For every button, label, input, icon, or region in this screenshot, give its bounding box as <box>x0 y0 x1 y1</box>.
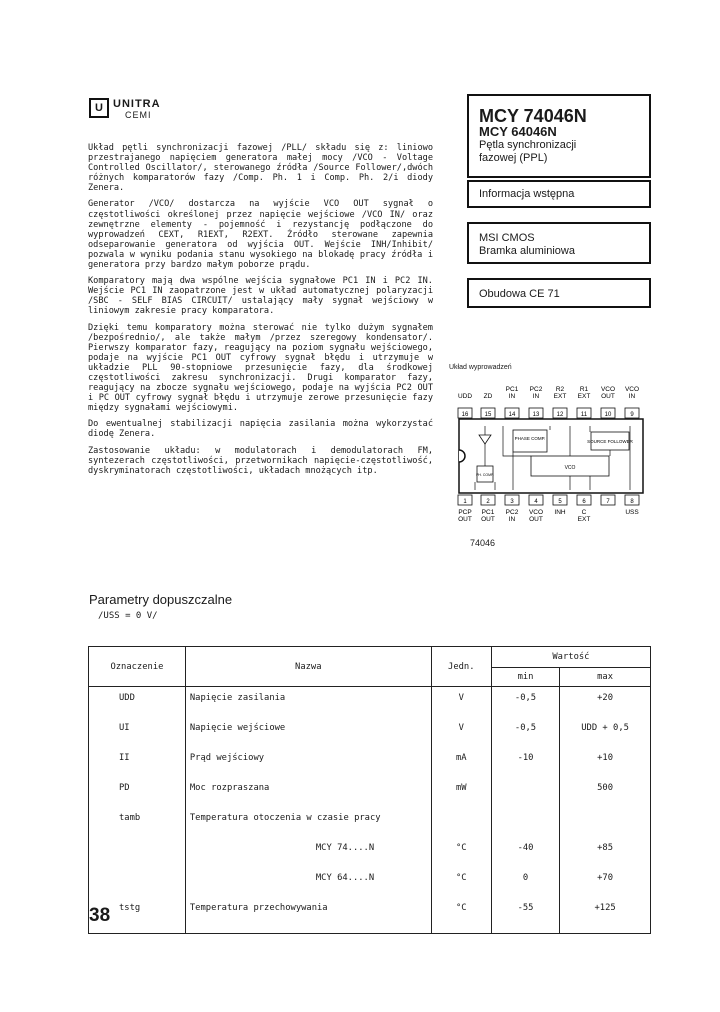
bottom-pin-number: 1 <box>463 499 467 505</box>
bottom-pin-number: 6 <box>582 499 586 505</box>
table-row <box>89 747 651 777</box>
cell-symbol: tamb <box>89 807 186 837</box>
title-box <box>467 94 651 178</box>
bottom-pin-label: OUT <box>458 516 472 523</box>
table-row <box>89 687 651 718</box>
bottom-pin-number: 2 <box>486 499 490 505</box>
pinout-diagram <box>445 380 655 540</box>
top-pin-number: 9 <box>630 412 634 418</box>
bottom-pin-label: PC2 <box>505 509 519 516</box>
top-pin-label: VCO <box>600 386 616 393</box>
header-min: min <box>491 668 559 687</box>
logo-sub: CEMI <box>125 110 152 120</box>
cell-min: -10 <box>491 747 559 777</box>
cell-max: +10 <box>560 747 651 777</box>
source-follower-label: SOURCE FOLLOWER <box>587 439 633 444</box>
bottom-pin-label: OUT <box>481 516 495 523</box>
phase-comp-label: PHASE COMP. <box>514 436 546 441</box>
diagram-caption-text: 74046 <box>470 538 496 548</box>
cell-symbol: PD <box>89 777 186 807</box>
cell-max <box>560 807 651 837</box>
bottom-pin-number: 8 <box>630 499 634 505</box>
top-pin-label: UDD <box>457 393 473 400</box>
header-value: Wartość <box>491 647 650 668</box>
part-number-1: MCY 74046N <box>479 106 587 126</box>
cell-name: Temperatura przechowywania <box>185 897 431 934</box>
top-pin-label: PC2 <box>529 386 543 393</box>
bottom-pin-label: OUT <box>529 516 543 523</box>
amplifier-symbol <box>479 435 491 444</box>
top-pin-label: EXT <box>553 393 567 400</box>
cell-name: MCY 64....N <box>185 867 431 897</box>
top-pin-label: EXT <box>577 393 591 400</box>
cell-symbol <box>89 867 186 897</box>
cell-unit <box>431 807 491 837</box>
cell-unit: V <box>431 687 491 718</box>
cell-symbol <box>89 837 186 867</box>
cell-max: UDD + 0,5 <box>560 717 651 747</box>
cell-unit: °C <box>431 897 491 934</box>
cell-unit: mA <box>431 747 491 777</box>
cell-symbol: tstg <box>89 897 186 934</box>
cell-name: Moc rozpraszana <box>185 777 431 807</box>
paragraph-2: Generator /VCO/ dostarcza na wyjście VCO OUT sygnał o częstotliwości określonej przez napięcie wejściowe /VCO IN/ oraz zewnętrzne elementy - pojemność i rezystancję podłączone do wyprowadzeń CEXT, R1EXT, R2EXT. Źródło sterowane zapewnia odseparowanie generatora od wyjścia OUT. Wejście INH/Inhibit/ pozwala w wyniku podania stanu wysokiego na blokadę pracy źródła i generatora przy bardzo małym poborze prądu. <box>88 199 433 271</box>
top-pin-label: IN <box>628 393 636 400</box>
top-pin-number: 10 <box>604 412 612 418</box>
title-desc-1: Pętla synchronizacji <box>479 139 577 151</box>
top-pin-number: 12 <box>556 412 564 418</box>
cell-max: +20 <box>560 687 651 718</box>
header-symbol: Oznaczenie <box>89 647 186 687</box>
cell-name: MCY 74....N <box>185 837 431 867</box>
cell-min: -0,5 <box>491 717 559 747</box>
cell-min <box>491 777 559 807</box>
paragraph-4: Dzięki temu komparatory można sterować nie tylko dużym sygnałem /bezpośrednio/, ale także małym /przez szeregowy kondensator/. Pierwszy komparator fazy, reagujący na poziom sygnału wejściowego, podaje na wyjście PC1 OUT cyfrowy sygnał błędu i utrzymuje w układzie PLL 90-stopniowe przesunięcie fazy, dla środkowej częstotliwości zakresu synchronizacji. Drugi komparator fazy, reagujący na zbocze sygnału wejściowego, podaje na wyjścia PC2 OUT i PC OUT cyfrowy sygnał błędu i utrzymuje zerowe przesunięcie fazy między sygnałami wejściowymi. <box>88 322 433 414</box>
top-pin-number: 14 <box>508 412 516 418</box>
title-desc-2: fazowej (PPL) <box>479 152 548 164</box>
bottom-pin-label: VCO <box>528 509 544 516</box>
tech-line-1: MSI CMOS <box>479 232 535 244</box>
bottom-pin-label: IN <box>508 516 516 523</box>
cell-min: -40 <box>491 837 559 867</box>
paragraph-6: Zastosowanie układu: w modulatorach i demodulatorach FM, syntezerach częstotliwości, przetwornikach napięcie-częstotliwość, dyskryminatorach częstotliwości, układach mnożących itp. <box>88 445 433 476</box>
page-number: 38 <box>89 905 111 926</box>
cell-name: Napięcie zasilania <box>185 687 431 718</box>
table-row <box>89 867 651 897</box>
cell-name: Prąd wejściowy <box>185 747 431 777</box>
cell-name: Napięcie wejściowe <box>185 717 431 747</box>
bottom-pin-label: PCP <box>458 509 472 516</box>
header-unit: Jedn. <box>431 647 491 687</box>
cell-min: -55 <box>491 897 559 934</box>
table-row <box>89 837 651 867</box>
cell-min <box>491 807 559 837</box>
top-pin-label: OUT <box>601 393 615 400</box>
top-pin-number: 15 <box>484 412 492 418</box>
phase-comp-block <box>513 430 547 452</box>
header-name: Nazwa <box>185 647 431 687</box>
tech-line-2: Bramka aluminiowa <box>479 245 575 257</box>
table-row <box>89 897 651 934</box>
top-pin-number: 16 <box>461 412 469 418</box>
header-max: max <box>560 668 651 687</box>
cell-symbol: UI <box>89 717 186 747</box>
cell-min: -0,5 <box>491 687 559 718</box>
cell-max: 500 <box>560 777 651 807</box>
cell-unit: mW <box>431 777 491 807</box>
bottom-pin-label: C <box>581 509 587 516</box>
chip-notch <box>459 450 465 462</box>
cell-max: +85 <box>560 837 651 867</box>
info-box: Informacja wstępna <box>467 180 651 208</box>
description-text <box>88 143 433 482</box>
table-row <box>89 777 651 807</box>
cell-unit: °C <box>431 837 491 867</box>
bottom-pin-number: 3 <box>510 499 514 505</box>
logo-mark: U <box>89 98 109 118</box>
section-title: Parametry dopuszczalne <box>89 592 233 607</box>
top-pin-label: IN <box>508 393 516 400</box>
cell-symbol: UDD <box>89 687 186 718</box>
paragraph-1: Układ pętli synchronizacji fazowej /PLL/ składu się z: liniowo przestrajanego napięciem generatora małej mocy /VCO - Voltage Controlled Oscillator/, sterowanego źródła /Source Follower/,dwóch różnych komparatorów fazy /Comp. Ph. 1 i Comp. Ph. 2/i diody Zenera. <box>88 143 433 194</box>
logo-name: UNITRA <box>113 98 161 110</box>
package-box: Obudowa CE 71 <box>467 278 651 308</box>
cell-max: +70 <box>560 867 651 897</box>
parameters-table <box>88 646 651 934</box>
top-pin-number: 11 <box>580 412 588 418</box>
top-pin-number: 13 <box>532 412 540 418</box>
cell-max: +125 <box>560 897 651 934</box>
table-row <box>89 807 651 837</box>
cell-name: Temperatura otoczenia w czasie pracy <box>185 807 431 837</box>
cell-unit: °C <box>431 867 491 897</box>
bottom-pin-number: 4 <box>534 499 538 505</box>
bottom-pin-label: USS <box>625 509 639 516</box>
paragraph-5: Do ewentualnej stabilizacji napięcia zasilania można wykorzystać diodę Zenera. <box>88 419 433 440</box>
section-subtitle: /USS = 0 V/ <box>98 611 158 621</box>
cell-symbol: II <box>89 747 186 777</box>
top-pin-label: PC1 <box>505 386 519 393</box>
parameters-body <box>89 687 651 934</box>
paragraph-3: Komparatory mają dwa wspólne wejścia sygnałowe PC1 IN i PC2 IN. Wejście PC1 IN zaopatrzone jest w układ automatycznej polaryzacji /SBC - SELF BIAS CIRCUIT/ ustalający mały sygnał wejściowy w liniowym zakresie pracy komparatora. <box>88 276 433 317</box>
part-number-2: MCY 64046N <box>479 124 557 139</box>
ph-comp-label: PH. COMP. <box>476 473 494 477</box>
bottom-pin-number: 7 <box>606 499 610 505</box>
top-pin-label: VCO <box>624 386 640 393</box>
bottom-pin-number: 5 <box>558 499 562 505</box>
bottom-pin-label: PC1 <box>481 509 495 516</box>
bottom-pin-label: EXT <box>577 516 591 523</box>
bottom-pin-label: INH <box>554 509 566 516</box>
diagram-title: Układ wyprowadzeń <box>449 364 512 371</box>
top-pin-label: R2 <box>555 386 565 393</box>
cell-unit: V <box>431 717 491 747</box>
top-pin-label: R1 <box>579 386 589 393</box>
vco-label: VCO <box>564 465 576 471</box>
unitra-logo <box>89 98 161 120</box>
table-row <box>89 717 651 747</box>
cell-min: 0 <box>491 867 559 897</box>
top-pin-label: IN <box>532 393 540 400</box>
top-pin-label: ZD <box>483 393 493 400</box>
tech-box <box>467 222 651 264</box>
